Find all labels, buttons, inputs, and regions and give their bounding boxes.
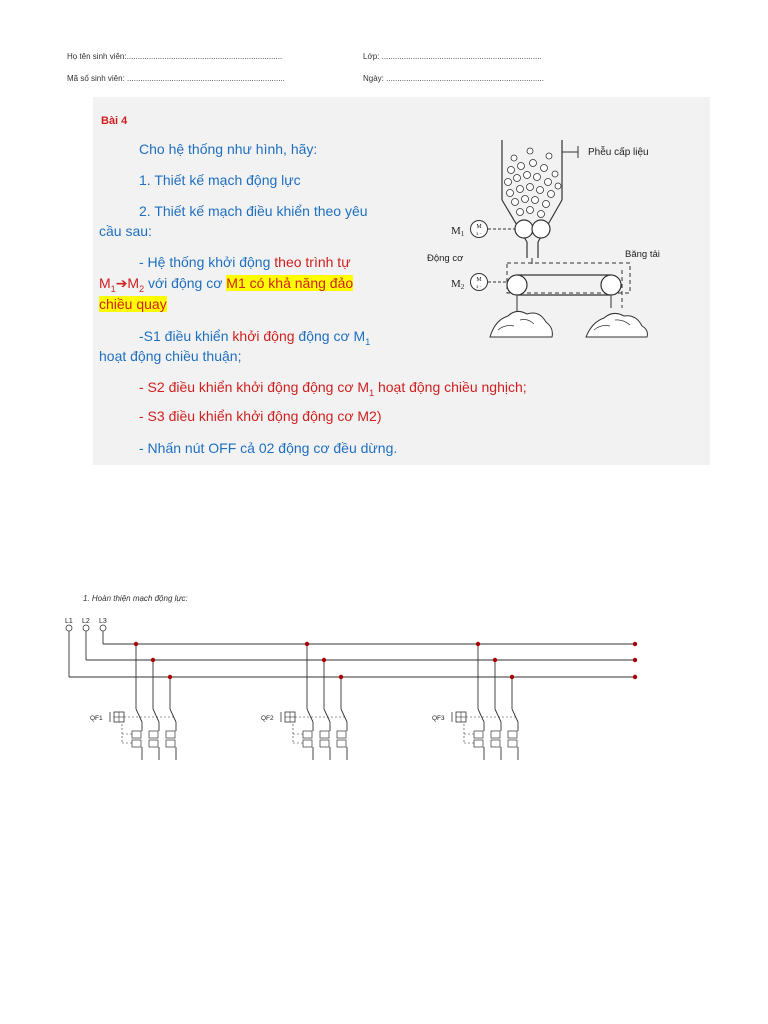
s1-line1 <box>139 328 370 345</box>
terminal-l2 <box>83 625 89 631</box>
junction-dot <box>339 675 343 679</box>
junction-dot <box>168 675 172 679</box>
class-label: Lớp: <box>363 52 380 61</box>
m2-phase: 3 ~ <box>476 284 482 289</box>
highlight-reverse-1: M1 có khả năng đảo <box>226 275 354 291</box>
date-label: Ngày: <box>363 74 384 83</box>
requirement-sequence-line3 <box>99 296 167 313</box>
exercise-title: Bài 4 <box>101 115 128 127</box>
breaker-label: QF1 <box>90 715 103 722</box>
junction-dot <box>493 658 497 662</box>
student-name-field <box>67 52 282 61</box>
material-pile-left-icon <box>490 311 552 337</box>
s2-part2: hoạt động chiều nghịch; <box>374 379 527 395</box>
m1-ref: $M_1$ <box>99 275 116 294</box>
m1-symbol: M <box>476 224 482 230</box>
belt-label: Băng tải <box>625 249 660 260</box>
student-name-label: Họ tên sinh viên: <box>67 52 127 61</box>
junction-dot <box>151 658 155 662</box>
circuit-caption: 1. Hoàn thiện mạch động lực: <box>83 594 188 603</box>
junction-dot <box>305 642 309 646</box>
hopper-label: Phễu cấp liệu <box>588 147 649 158</box>
req-with: với động cơ <box>144 275 227 291</box>
breaker-label: QF2 <box>261 715 274 722</box>
hopper-conveyor-figure <box>410 130 710 355</box>
s2-line <box>139 379 527 396</box>
req-sequence: theo trình tự <box>274 254 351 270</box>
s1-sub: 1 <box>365 336 371 347</box>
task-2-line2: cầu sau: <box>99 223 152 239</box>
m2-ref: $M_2$ <box>127 275 145 294</box>
junction-dot <box>510 675 514 679</box>
requirement-sequence-line2 <box>99 275 353 292</box>
power-circuit-diagram <box>60 612 645 764</box>
junction-dot <box>134 642 138 646</box>
s1-line2: hoạt động chiều thuận; <box>99 348 242 364</box>
s1-part3: động cơ M <box>294 328 366 344</box>
s1-part1: -S1 điều khiển <box>139 328 233 344</box>
terminal-l1 <box>66 625 72 631</box>
exercise-intro: Cho hệ thống như hình, hãy: <box>139 141 318 157</box>
s2-part1: - S2 điều khiển khởi động động cơ M <box>139 379 370 395</box>
s2-sub: 1 <box>369 387 375 398</box>
terminal-l3 <box>100 625 106 631</box>
m2-symbol: M <box>476 277 482 283</box>
s3-line: - S3 điều khiển khởi động động cơ M2) <box>139 408 382 424</box>
m2-label: M2 <box>451 278 465 291</box>
student-id-dots: ....................................................................... <box>127 74 285 83</box>
m1-phase: 3 ~ <box>476 231 482 236</box>
highlight-reverse-2: chiều quay <box>99 296 167 312</box>
student-name-dots: ...................................................................... <box>126 52 283 61</box>
junction-dot <box>476 642 480 646</box>
date-dots: ....................................................................... <box>386 74 544 83</box>
date-field <box>363 74 544 83</box>
motor-label: Động cơ <box>427 253 464 264</box>
class-field <box>363 52 542 61</box>
req-prefix: - Hệ thống khởi động <box>139 254 275 270</box>
line-label-l3: L3 <box>99 618 107 625</box>
m1-label: M1 <box>451 225 465 238</box>
material-pile-right-icon <box>586 313 647 337</box>
line-label-l1: L1 <box>65 618 73 625</box>
junction-dot <box>322 658 326 662</box>
task-1: 1. Thiết kế mạch động lực <box>139 172 301 188</box>
class-dots: ........................................................................ <box>381 52 542 61</box>
breaker-label: QF3 <box>432 715 445 722</box>
feeder-roller-left-icon <box>515 220 533 238</box>
line-label-l2: L2 <box>82 618 90 625</box>
requirement-sequence-line1 <box>139 254 351 271</box>
conveyor-belt-icon <box>507 275 621 295</box>
feeder-roller-right-icon <box>532 220 550 238</box>
off-line: - Nhấn nút OFF cả 02 động cơ đều dừng. <box>139 440 398 456</box>
arrow-icon: ➔ <box>115 275 128 291</box>
particles-icon <box>505 148 562 218</box>
s1-part2: khởi động <box>232 328 295 344</box>
student-id-label: Mã số sinh viên: <box>67 74 125 83</box>
student-id-field <box>67 74 285 83</box>
task-2-line1: 2. Thiết kế mạch điều khiển theo yêu <box>139 203 368 219</box>
